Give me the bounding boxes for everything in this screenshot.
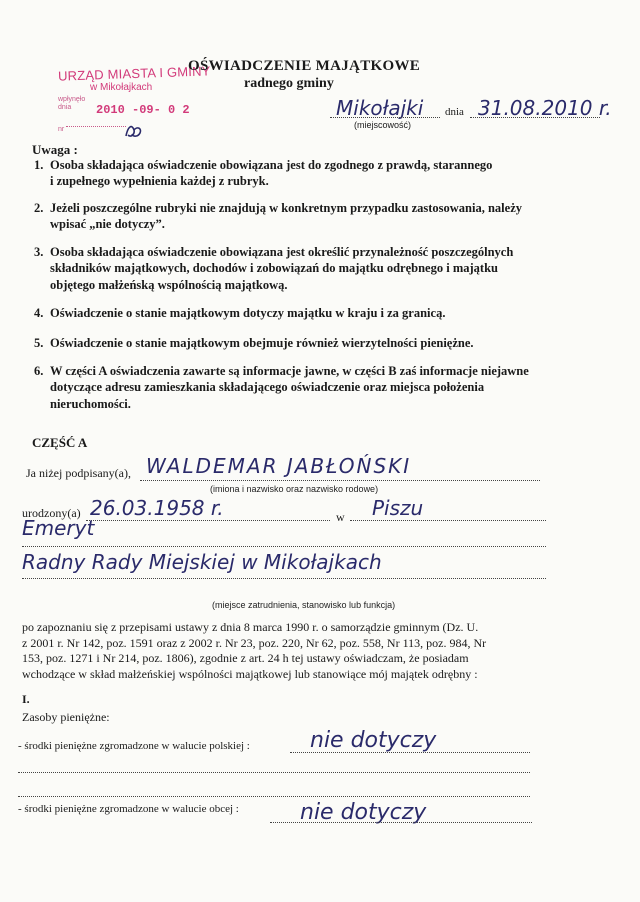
pln-value: nie dotyczy <box>310 728 437 753</box>
note-number: 5. <box>34 336 44 350</box>
place-line <box>330 117 440 118</box>
born-place: Piszu <box>372 496 424 520</box>
pln-extra-line-2 <box>18 796 530 797</box>
born-date-line <box>86 520 330 521</box>
pln-extra-line-1 <box>18 772 530 773</box>
note-text: W części A oświadczenia zawarte są informacje jawne, w części B zaś informacje niejawne <box>50 364 529 378</box>
stamp-town: w Mikołajkach <box>90 82 153 93</box>
part-one-label: I. <box>22 692 30 706</box>
section-a-heading: CZĘŚĆ A <box>32 435 88 450</box>
note-6 <box>34 363 584 412</box>
note-text: Osoba składająca oświadczenie obowiązana jest określić przynależność poszczególnych <box>50 245 514 259</box>
note-number: 1. <box>34 158 44 172</box>
note-number: 4. <box>34 306 44 320</box>
pln-line <box>290 752 530 753</box>
born-in-label: w <box>336 510 345 524</box>
document-title: OŚWIADCZENIE MAJĄTKOWE <box>188 58 421 74</box>
initials-signature <box>122 120 146 144</box>
note-text: nieruchomości. <box>50 396 131 411</box>
note-number: 3. <box>34 245 44 259</box>
employment-line-2: Radny Rady Miejskiej w Mikołajkach <box>22 550 382 574</box>
employment-dotline-2 <box>22 578 546 579</box>
note-number: 6. <box>34 364 44 378</box>
born-place-line <box>350 520 546 521</box>
stamp-received-date: 2010 -09- 0 2 <box>96 103 190 117</box>
foreign-label: - środki pieniężne zgromadzone w walucie obcej : <box>18 803 239 815</box>
stamp-received-label: wpłynęło dnia <box>58 96 86 111</box>
note-5 <box>34 335 584 351</box>
note-1 <box>34 157 584 190</box>
note-text: i zupełnego wypełnienia każdej z rubryk. <box>50 174 269 189</box>
document-subtitle: radnego gminy <box>244 76 334 91</box>
paragraph-line: po zapoznaniu się z przepisami ustawy z dnia 8 marca 1990 r. o samorządzie gminnym (Dz. U. <box>22 620 479 634</box>
stamp-nr-line <box>66 126 126 127</box>
employment-line-1: Emeryt <box>22 516 95 540</box>
employment-dotline-1 <box>22 546 546 547</box>
pln-label: - środki pieniężne zgromadzone w walucie polskiej : <box>18 740 250 752</box>
cash-heading: Zasoby pieniężne: <box>22 710 110 724</box>
signer-line <box>140 480 540 481</box>
note-number: 2. <box>34 201 44 215</box>
signer-caption: (imiona i nazwisko oraz nazwisko rodowe) <box>210 484 379 494</box>
place-value: Mikołajki <box>336 96 424 120</box>
date-label: dnia <box>445 106 464 118</box>
note-2 <box>34 200 584 233</box>
born-label: urodzony(a) <box>22 506 81 520</box>
date-line <box>470 117 600 118</box>
foreign-value: nie dotyczy <box>300 800 427 825</box>
foreign-line <box>270 822 532 823</box>
paragraph-line: 153, poz. 1271 i Nr 214, poz. 1806), zgodnie z art. 24 h tej ustawy oświadczam, że posiadam <box>22 651 469 666</box>
note-3 <box>34 244 584 293</box>
signer-label: Ja niżej podpisany(a), <box>26 466 131 480</box>
employment-caption: (miejsce zatrudnienia, stanowisko lub funkcja) <box>212 600 396 610</box>
note-text: składników majątkowych, dochodów i zobowiązań do majątku odrębnego i majątku <box>50 261 498 276</box>
note-text: objętego małżeńską wspólnością majątkową. <box>50 277 288 292</box>
note-text: Osoba składająca oświadczenie obowiązana jest do zgodnego z prawdą, starannego <box>50 158 493 172</box>
born-date: 26.03.1958 r. <box>90 496 224 520</box>
note-4 <box>34 305 584 321</box>
paragraph-line: wchodzące w skład małżeńskiej wspólności majątkowej lub stanowiące mój majątek odrębny : <box>22 666 478 681</box>
note-text: dotyczące adresu zamieszkania składającego oświadczenie oraz miejsca położenia <box>50 380 485 395</box>
legal-paragraph <box>22 620 542 682</box>
note-text: Oświadczenie o stanie majątkowym obejmuje również wierzytelności pieniężne. <box>50 336 474 350</box>
notes-heading: Uwaga : <box>32 142 78 157</box>
stamp-office-name: URZĄD MIASTA I GMINY <box>57 63 211 84</box>
date-value: 31.08.2010 r. <box>478 96 612 120</box>
note-text: wpisać „nie dotyczy”. <box>50 217 165 232</box>
note-text: Oświadczenie o stanie majątkowym dotyczy majątku w kraju i za granicą. <box>50 306 446 320</box>
paragraph-line: z 2001 r. Nr 142, poz. 1591 oraz z 2002 r. Nr 23, poz. 220, Nr 62, poz. 558, Nr 113, poz. 984, Nr <box>22 635 487 650</box>
note-text: Jeżeli poszczególne rubryki nie znajdują w konkretnym przypadku zastosowania, należy <box>50 201 522 215</box>
place-caption: (miejscowość) <box>354 120 412 130</box>
stamp-nr-label: nr <box>58 126 65 133</box>
signer-name: WALDEMAR JABŁOŃSKI <box>146 454 412 478</box>
